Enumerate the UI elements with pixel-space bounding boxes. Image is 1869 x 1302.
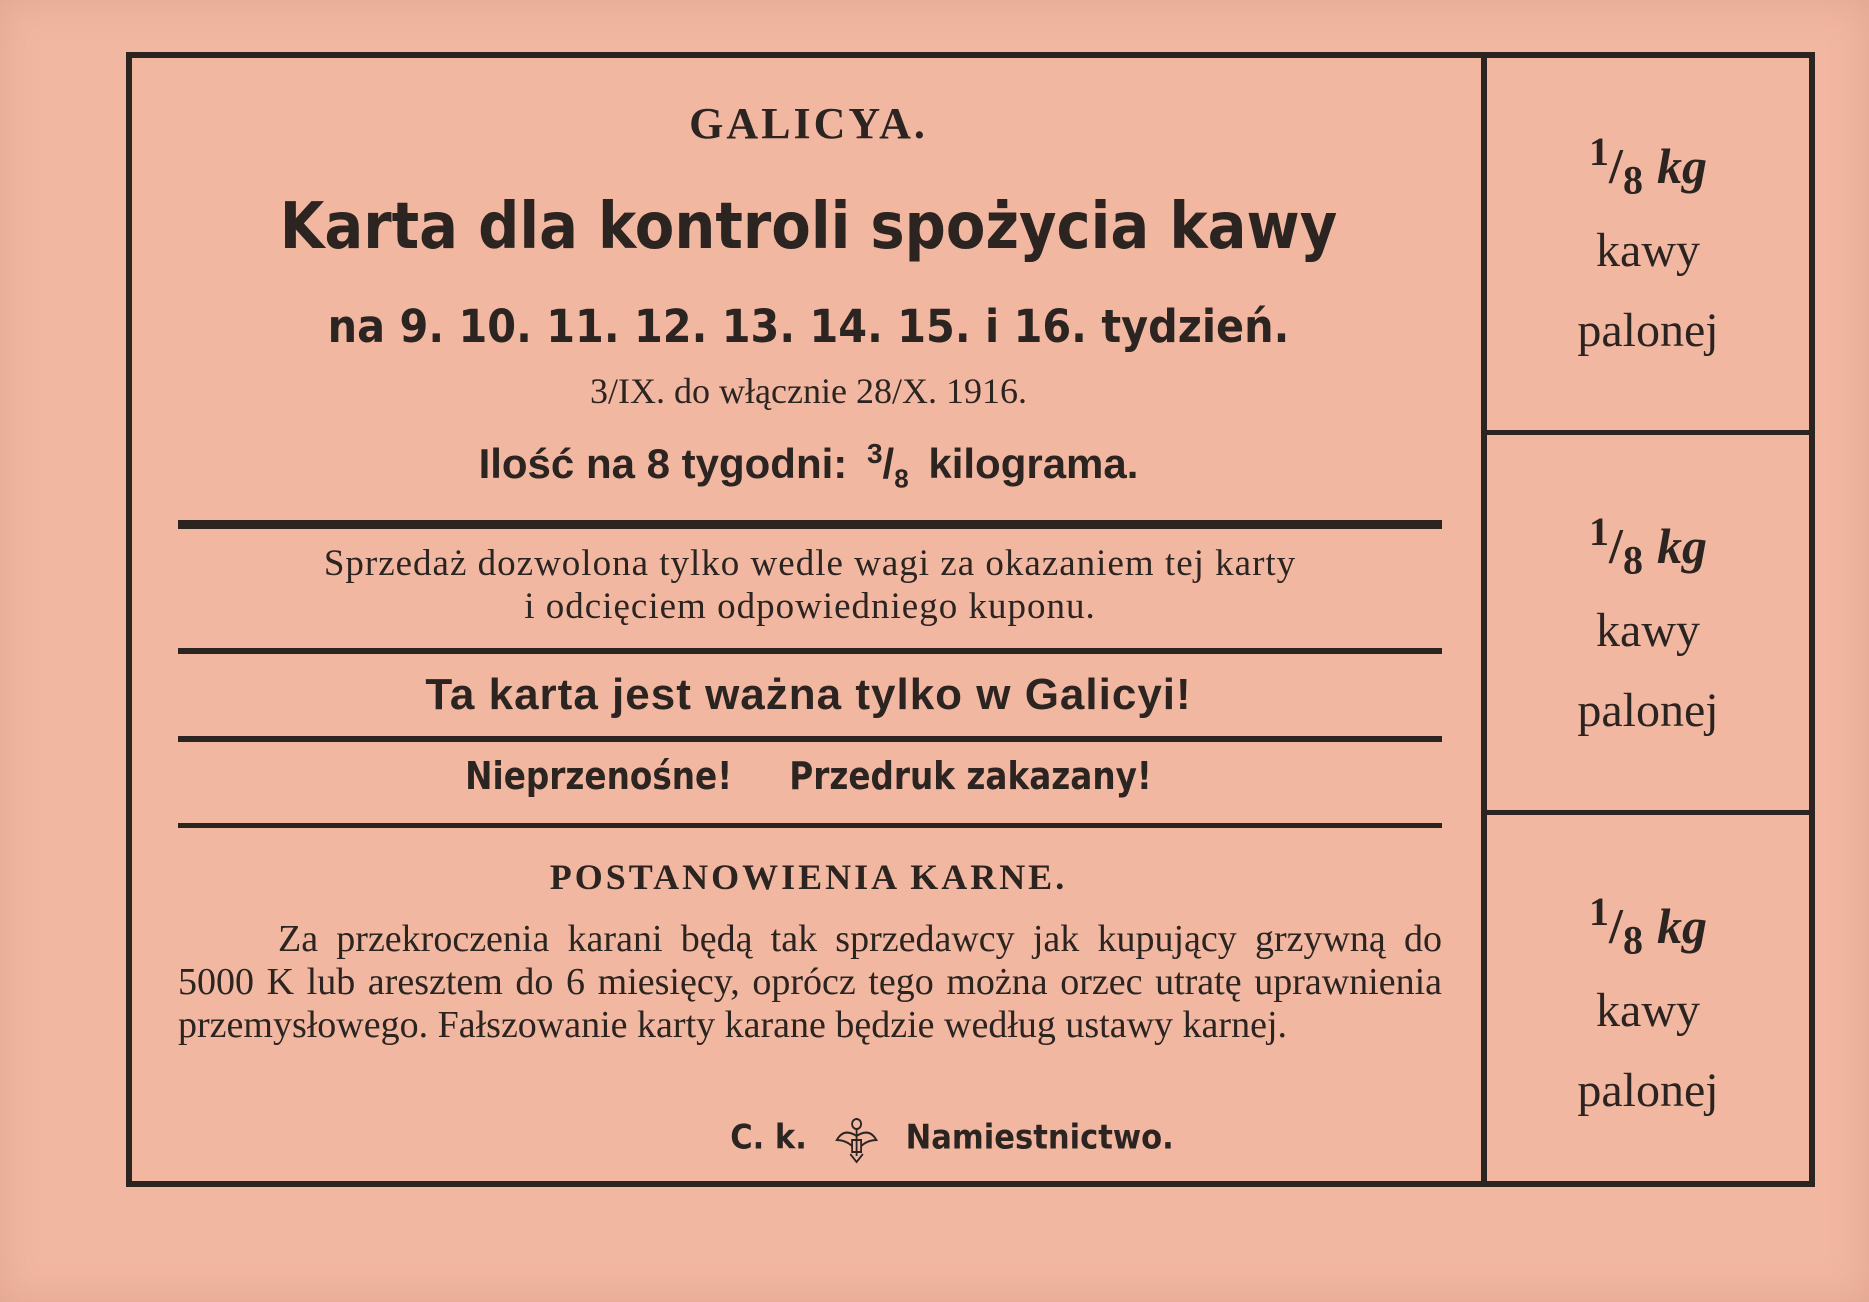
authority-signature xyxy=(502,1114,1402,1164)
coupon-line-1: kawy xyxy=(1596,604,1700,657)
prohibitions-line xyxy=(227,754,1391,798)
coupon-separator xyxy=(1487,810,1809,815)
coupon-separator xyxy=(1487,430,1809,435)
penalties-heading: POSTANOWIENIA KARNE. xyxy=(549,857,1068,897)
sale-line-1: Sprzedaż dozwolona tylko wedle wagi za okazaniem tej karty xyxy=(323,543,1297,584)
coupon-quantity: $^1/_8$ kg xyxy=(1589,509,1707,583)
divider-rule xyxy=(178,823,1442,828)
quantity-numerator: 3 xyxy=(866,438,883,469)
coupon-line-1: kawy xyxy=(1596,224,1700,277)
penalties-text: Za przekroczenia karani będą tak sprzedawcy jak kupujący grzywną do 5000 K lub aresztem do 6 miesięcy, oprócz tego można orzec utratę uprawnienia przemysłowego. Fałszowanie karty karane będzie według ustawy karnej. xyxy=(178,918,1442,1046)
coupon-line-2: palonej xyxy=(1577,1064,1719,1117)
coupon-numerator: 1 xyxy=(1589,889,1610,934)
coupon-unit: kg xyxy=(1656,137,1707,194)
eagle-emblem-icon xyxy=(834,1114,879,1164)
weeks-line: na 9. 10. 11. 12. 13. 14. 15. i 16. tydzień. xyxy=(327,300,1290,353)
reprint-notice: Przedruk zakazany! xyxy=(789,754,1152,798)
period-line: 3/IX. do włącznie 28/X. 1916. xyxy=(590,371,1027,411)
quantity-prefix: Ilość na 8 tygodni: xyxy=(478,440,848,487)
coupon-denominator: 8 xyxy=(1622,917,1643,963)
coupon-unit: kg xyxy=(1656,897,1707,954)
authority-name: Namiestnictwo. xyxy=(905,1117,1174,1158)
coupon-line-1: kawy xyxy=(1596,984,1700,1037)
quantity-fraction: $^3/_8$ xyxy=(866,438,909,494)
coupon-line-2: palonej xyxy=(1577,684,1719,737)
divider-rule xyxy=(178,648,1442,654)
card-main-section xyxy=(132,58,1485,1181)
coupon-2[interactable] xyxy=(1487,438,1809,806)
authority-prefix: C. k. xyxy=(730,1117,807,1158)
sale-notice xyxy=(178,542,1442,628)
coupon-column xyxy=(1487,58,1809,1181)
sale-line-2: i odcięciem odpowiedniego kuponu. xyxy=(524,586,1096,627)
card-title: Karta dla kontroli spożycia kawy xyxy=(279,190,1338,264)
coupon-quantity: $^1/_8$ kg xyxy=(1589,889,1707,963)
quantity-line xyxy=(132,438,1485,494)
divider-rule xyxy=(178,736,1442,742)
coupon-1[interactable] xyxy=(1487,58,1809,426)
validity-notice: Ta karta jest ważna tylko w Galicyi! xyxy=(425,670,1192,719)
coupon-numerator: 1 xyxy=(1589,129,1610,174)
quantity-unit: kilograma. xyxy=(928,440,1139,487)
non-transferable-notice: Nieprzenośne! xyxy=(465,754,733,798)
region-heading: GALICYA. xyxy=(689,99,928,148)
coupon-denominator: 8 xyxy=(1622,537,1643,583)
coupon-3[interactable] xyxy=(1487,818,1809,1186)
coupon-denominator: 8 xyxy=(1622,157,1643,203)
coupon-line-2: palonej xyxy=(1577,304,1719,357)
divider-rule xyxy=(178,520,1442,529)
coupon-numerator: 1 xyxy=(1589,509,1610,554)
quantity-denominator: 8 xyxy=(894,463,909,494)
coupon-quantity: $^1/_8$ kg xyxy=(1589,129,1707,203)
coupon-unit: kg xyxy=(1656,517,1707,574)
